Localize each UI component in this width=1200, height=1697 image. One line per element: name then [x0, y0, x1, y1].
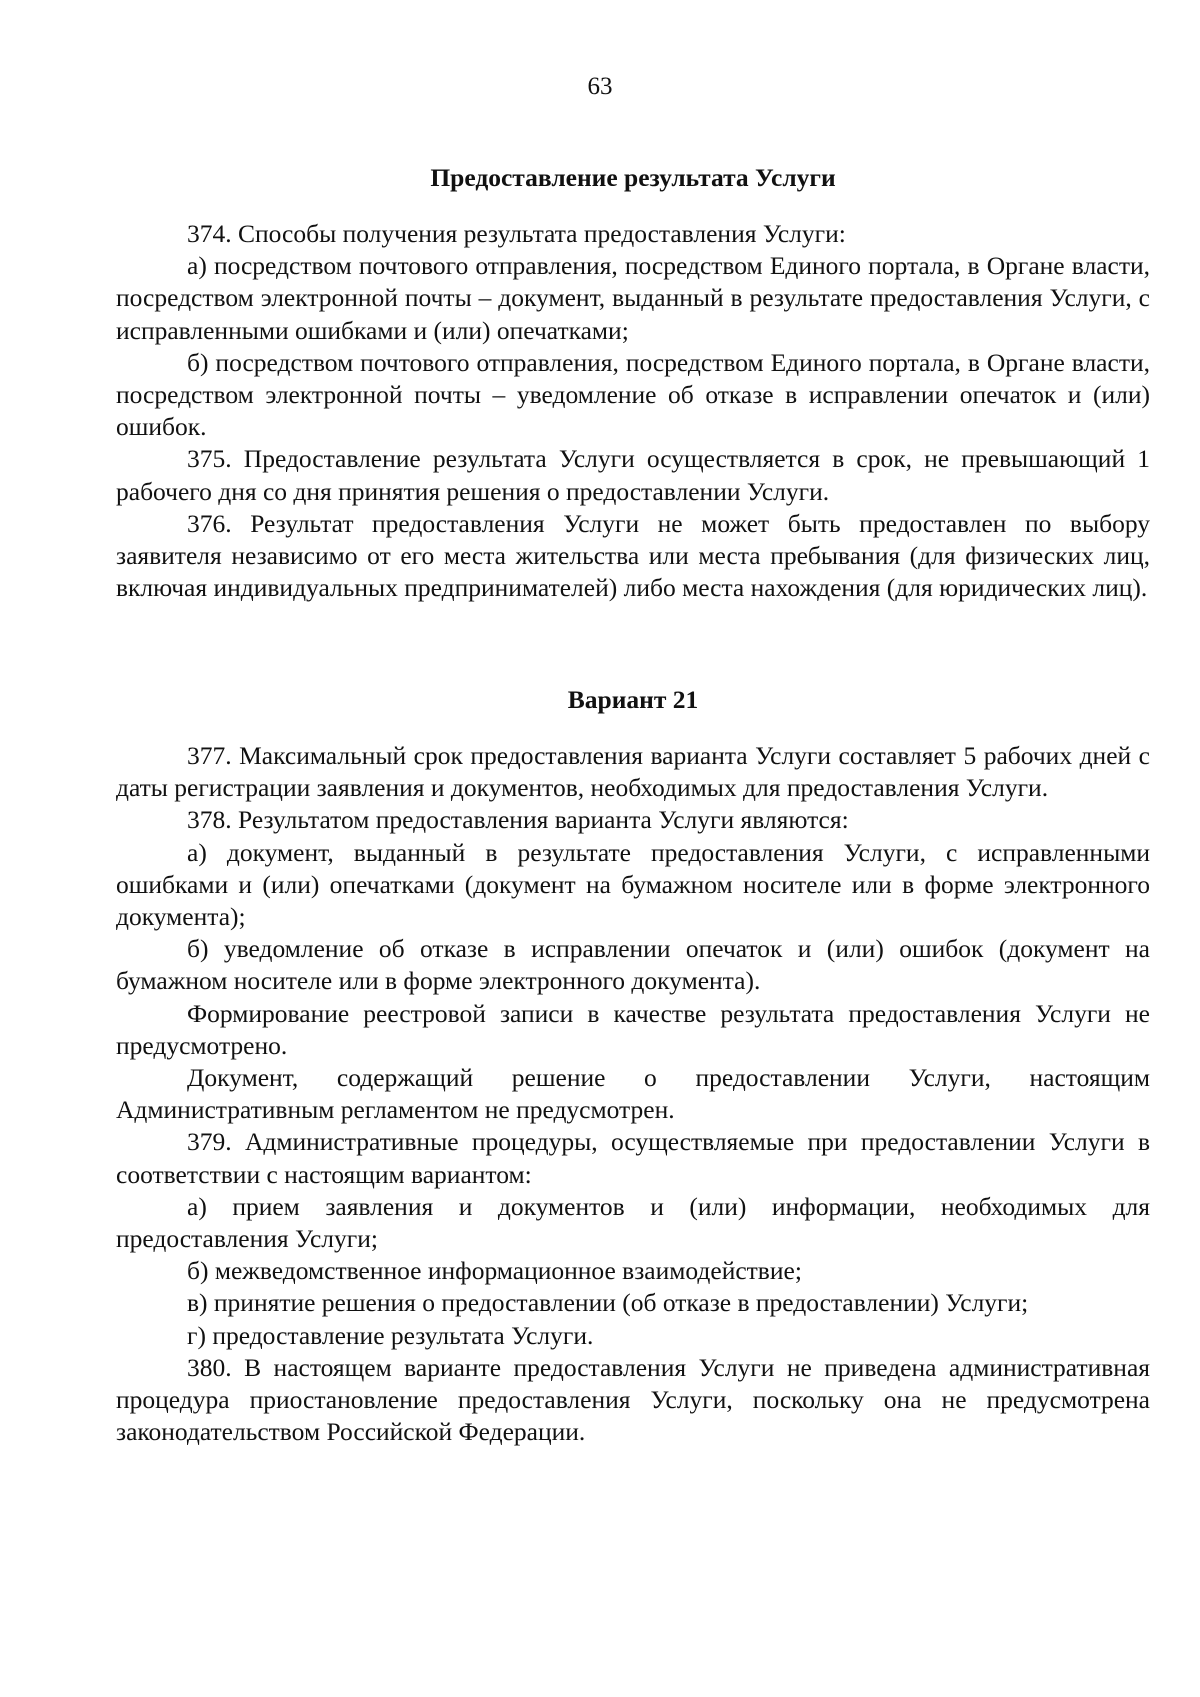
- paragraph-374-b: б) посредством почтового отправления, посредством Единого портала, в Органе власти, посредством электронной почты – уведомление об отказе в исправлении опечаток и (или) ошибок.: [116, 347, 1150, 442]
- paragraph-377: 377. Максимальный срок предоставления варианта Услуги составляет 5 рабочих дней с даты регистрации заявления и документов, необходимых для предоставления Услуги.: [116, 741, 1150, 803]
- page-number: 63: [587, 73, 613, 100]
- paragraph-380: 380. В настоящем варианте предоставления Услуги не приведена административная процедура приостановление предоставления Услуги, поскольку она не предусмотрена законодательством Российской Федерации.: [116, 1352, 1150, 1447]
- paragraph-registry-record: Формирование реестровой записи в качестве результата предоставления Услуги не предусмотрено.: [116, 998, 1150, 1060]
- paragraph-379-v: в) принятие решения о предоставлении (об отказе в предоставлении) Услуги;: [187, 1288, 1029, 1318]
- paragraph-375: 375. Предоставление результата Услуги осуществляется в срок, не превышающий 1 рабочего дня со дня принятия решения о предоставлении Услуги.: [116, 444, 1150, 506]
- paragraph-378: 378. Результатом предоставления варианта Услуги являются:: [187, 805, 849, 835]
- paragraph-379-a: а) прием заявления и документов и (или) информации, необходимых для предоставления Услуги;: [116, 1191, 1150, 1254]
- paragraph-376: 376. Результат предоставления Услуги не может быть предоставлен по выбору заявителя независимо от его места жительства или места пребывания (для физических лиц, включая индивидуальных предпринимателей) либо места нахождения (для юридических лиц).: [116, 508, 1150, 603]
- section-variant-21: [116, 684, 1150, 1448]
- paragraph-379-b: б) межведомственное информационное взаимодействие;: [187, 1256, 802, 1286]
- paragraph-decision-document: Документ, содержащий решение о предоставлении Услуги, настоящим Административным регламентом не предусмотрен.: [116, 1063, 1150, 1125]
- section-heading: Вариант 21: [567, 685, 699, 714]
- paragraph-378-a: а) документ, выданный в результате предоставления Услуги, с исправленными ошибками и (или) опечатками (документ на бумажном носителе или в форме электронного документа);: [116, 837, 1150, 932]
- section-heading: Предоставление результата Услуги: [430, 163, 836, 192]
- section-result-delivery: [116, 162, 1150, 604]
- paragraph-378-b: б) уведомление об отказе в исправлении опечаток и (или) ошибок (документ на бумажном носителе или в форме электронного документа).: [116, 934, 1150, 996]
- paragraph-379-g: г) предоставление результата Услуги.: [187, 1320, 594, 1350]
- paragraph-374-a: а) посредством почтового отправления, посредством Единого портала, в Органе власти, посредством электронной почты – документ, выданный в результате предоставления Услуги, с исправленными ошибками и (или) опечатками;: [116, 251, 1150, 345]
- paragraph-374: 374. Способы получения результата предоставления Услуги:: [187, 219, 846, 248]
- paragraph-379: 379. Административные процедуры, осуществляемые при предоставлении Услуги в соответствии с настоящим вариантом:: [116, 1127, 1150, 1189]
